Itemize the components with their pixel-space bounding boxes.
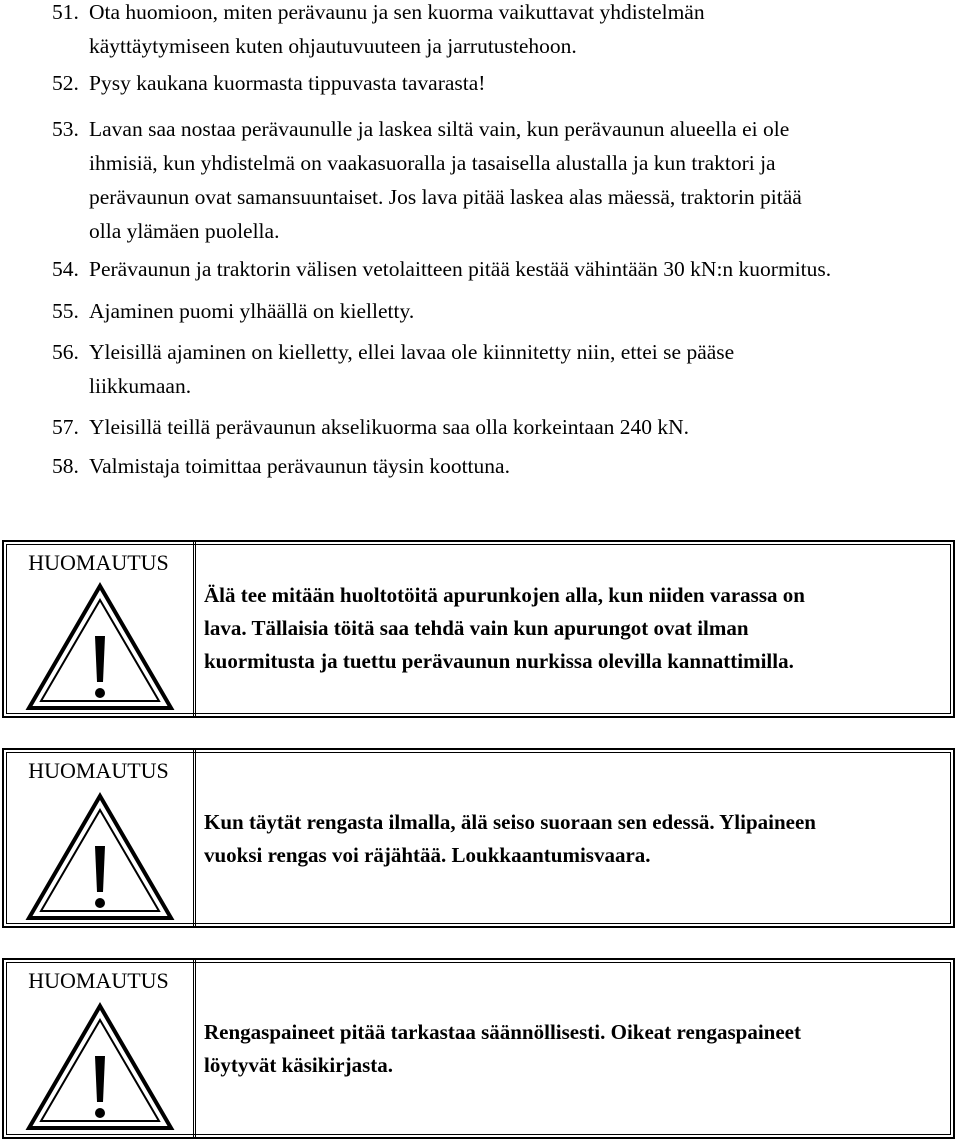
notice-message: Kun täytät rengasta ilmalla, älä seiso suoraan sen edessä. Ylipaineen vuoksi rengas voi räjähtää. Loukkaantumisvaara.	[204, 810, 816, 867]
item-number: 53.	[52, 117, 79, 141]
warning-triangle-icon	[25, 582, 175, 712]
notice-heading: HUOMAUTUS	[28, 550, 169, 575]
item-number: 52.	[52, 71, 79, 95]
notice-message: Älä tee mitään huoltotöitä apurunkojen alla, kun niiden varassa on lava. Tällaisia töitä saa tehdä vain kun apurungot ovat ilman kuormitusta ja tuettu perävaunun nurkissa olevilla kannattimilla.	[204, 583, 805, 673]
item-text: Pysy kaukana kuormasta tippuvasta tavarasta!	[89, 71, 486, 95]
notice-box	[2, 958, 955, 1139]
list-item	[52, 66, 952, 100]
notice-box	[2, 540, 955, 718]
item-text: Valmistaja toimittaa perävaunun täysin koottuna.	[89, 454, 510, 478]
item-number: 58.	[52, 454, 79, 478]
list-item	[52, 449, 952, 483]
item-text: Lavan saa nostaa perävaunulle ja laskea siltä vain, kun perävaunun alueella ei ole ihmisiä, kun yhdistelmä on vaakasuoralla ja tasaisella alustalla ja kun traktori ja perävaunun ovat samansuuntaiset. Jos lava pitää laskea alas mäessä, traktorin pitää olla ylämäen puolella.	[89, 117, 802, 243]
list-item	[52, 335, 952, 403]
notice-box	[2, 748, 955, 928]
notice-heading: HUOMAUTUS	[28, 968, 169, 993]
item-number: 57.	[52, 415, 79, 439]
notice-icon-cell	[4, 750, 196, 926]
item-number: 55.	[52, 299, 79, 323]
item-text: Perävaunun ja traktorin välisen vetolaitteen pitää kestää vähintään 30 kN:n kuormitus.	[89, 257, 832, 281]
item-number: 51.	[52, 0, 79, 24]
list-item	[52, 410, 952, 444]
list-item	[52, 0, 952, 63]
item-text: Ajaminen puomi ylhäällä on kielletty.	[89, 299, 415, 323]
item-number: 54.	[52, 257, 79, 281]
notice-icon-cell	[4, 542, 196, 716]
notice-message: Rengaspaineet pitää tarkastaa säännöllisesti. Oikeat rengaspaineet löytyvät käsikirjasta.	[204, 1020, 801, 1077]
item-text: Yleisillä ajaminen on kielletty, ellei lavaa ole kiinnitetty niin, ettei se pääse liikkumaan.	[89, 340, 735, 398]
item-text: Ota huomioon, miten perävaunu ja sen kuorma vaikuttavat yhdistelmän käyttäytymiseen kuten ohjautuvuuteen ja jarrutustehoon.	[89, 0, 705, 58]
item-text: Yleisillä teillä perävaunun akselikuorma saa olla korkeintaan 240 kN.	[89, 415, 690, 439]
notice-icon-cell	[4, 960, 196, 1137]
notice-heading: HUOMAUTUS	[28, 758, 169, 783]
list-item	[52, 294, 952, 328]
warning-triangle-icon	[25, 1002, 175, 1132]
list-item	[52, 252, 952, 286]
warning-triangle-icon	[25, 792, 175, 922]
item-number: 56.	[52, 340, 79, 364]
list-item	[52, 112, 952, 248]
